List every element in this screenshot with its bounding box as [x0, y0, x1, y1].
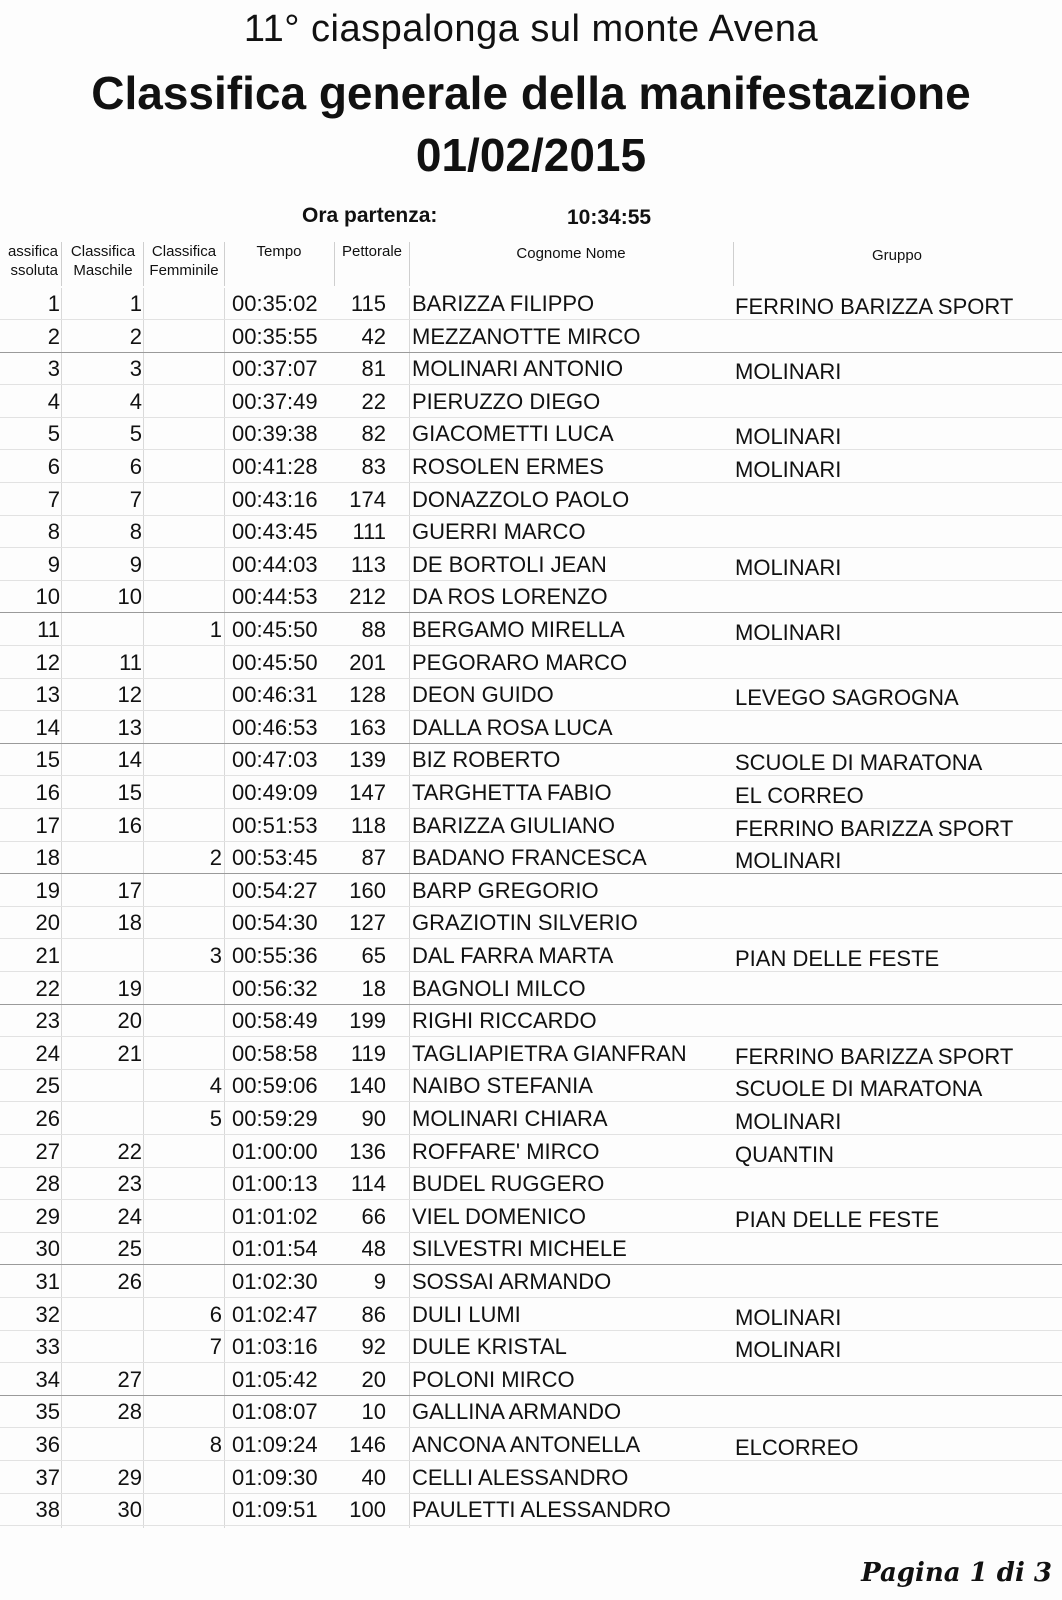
- finish-time: 00:41:28: [232, 454, 318, 479]
- rank-absolute: 10: [35, 584, 60, 610]
- rank-absolute: 30: [35, 1236, 60, 1262]
- rank-male: 25: [117, 1236, 142, 1262]
- header-pett: Pettorale: [341, 243, 403, 260]
- athlete-name: POLONI MIRCO: [412, 1366, 575, 1392]
- athlete-name: GRAZIOTIN SILVERIO: [412, 910, 638, 936]
- bib-number: 18: [361, 975, 386, 1001]
- rank-absolute: 2: [47, 323, 60, 349]
- table-row: [0, 744, 1062, 776]
- table-row: [0, 451, 1062, 483]
- table-row: [0, 581, 1062, 613]
- table-row: [0, 1005, 1062, 1037]
- bib-number: 128: [349, 682, 386, 708]
- page-number: Pagina 1 di 3: [861, 1558, 1052, 1588]
- table-row: [0, 353, 1062, 385]
- rank-absolute: 24: [35, 1040, 60, 1066]
- table-row: [0, 1038, 1062, 1070]
- bib-number: 83: [361, 454, 386, 479]
- bib-number: 10: [361, 1399, 386, 1425]
- rank-absolute: 26: [35, 1106, 60, 1131]
- team-name: FERRINO BARIZZA SPORT: [735, 815, 1014, 841]
- rank-male: 28: [117, 1399, 142, 1425]
- finish-time: 00:54:27: [232, 877, 318, 903]
- rank-male: 21: [117, 1040, 142, 1066]
- rank-male: 14: [117, 747, 142, 773]
- bib-number: 115: [350, 291, 386, 316]
- rank-male: 5: [129, 421, 142, 447]
- bib-number: 147: [349, 780, 386, 805]
- table-row: [0, 1266, 1062, 1298]
- athlete-name: DA ROS LORENZO: [412, 584, 608, 610]
- header-abs-line1: assifica: [7, 243, 58, 260]
- athlete-name: DEON GUIDO: [412, 682, 554, 708]
- bib-number: 139: [349, 747, 386, 773]
- finish-time: 01:03:16: [232, 1334, 318, 1360]
- team-name: MOLINARI: [735, 1304, 842, 1330]
- athlete-name: PAULETTI ALESSANDRO: [412, 1497, 671, 1523]
- finish-time: 01:01:02: [232, 1203, 318, 1229]
- bib-number: 88: [361, 617, 386, 642]
- athlete-name: VIEL DOMENICO: [412, 1203, 586, 1229]
- rank-absolute: 12: [35, 649, 60, 675]
- athlete-name: BIZ ROBERTO: [412, 747, 561, 773]
- team-name: PIAN DELLE FESTE: [735, 1206, 940, 1232]
- finish-time: 00:46:53: [232, 714, 318, 740]
- header-name: Cognome Nome: [516, 245, 626, 262]
- table-row: [0, 1103, 1062, 1135]
- row-divider: [0, 1525, 1062, 1526]
- rank-male: 23: [117, 1171, 142, 1197]
- table-row: [0, 875, 1062, 907]
- finish-time: 00:54:30: [232, 910, 318, 936]
- rank-female: 3: [209, 943, 222, 968]
- rank-absolute: 38: [35, 1497, 60, 1523]
- rank-male: 8: [129, 519, 142, 545]
- bib-number: 65: [361, 943, 386, 968]
- table-row: [0, 647, 1062, 679]
- athlete-name: BADANO FRANCESCA: [412, 845, 647, 871]
- finish-time: 00:35:02: [232, 291, 318, 316]
- rank-absolute: 19: [35, 877, 60, 903]
- bib-number: 86: [361, 1301, 386, 1327]
- rank-female: 1: [209, 617, 222, 642]
- athlete-name: GALLINA ARMANDO: [412, 1399, 622, 1425]
- rank-absolute: 22: [35, 975, 60, 1001]
- bib-number: 100: [349, 1497, 386, 1523]
- rank-male: 12: [117, 682, 142, 708]
- athlete-name: BUDEL RUGGERO: [412, 1171, 605, 1197]
- rank-absolute: 3: [47, 356, 60, 382]
- finish-time: 01:05:42: [232, 1366, 318, 1392]
- bib-number: 114: [350, 1171, 386, 1197]
- bib-number: 212: [349, 584, 386, 610]
- table-row: [0, 1494, 1062, 1526]
- team-name: MOLINARI: [735, 1109, 842, 1134]
- rank-male: 10: [117, 584, 142, 610]
- rank-absolute: 8: [47, 519, 60, 545]
- header-mas-line1: Classifica: [70, 243, 136, 260]
- team-name: QUANTIN: [735, 1141, 834, 1167]
- bib-number: 160: [349, 877, 386, 903]
- header-fem: [144, 242, 224, 288]
- table-row: [0, 1299, 1062, 1331]
- rank-male: 2: [129, 323, 142, 349]
- rank-absolute: 25: [35, 1073, 60, 1099]
- finish-time: 00:45:50: [232, 617, 318, 642]
- athlete-name: TARGHETTA FABIO: [412, 780, 612, 805]
- table-row: [0, 1462, 1062, 1494]
- finish-time: 00:51:53: [232, 812, 318, 838]
- table-row: [0, 940, 1062, 972]
- table-row: [0, 516, 1062, 548]
- rank-absolute: 37: [35, 1464, 60, 1490]
- rank-absolute: 17: [35, 812, 60, 838]
- table-row: [0, 418, 1062, 450]
- team-name: MOLINARI: [735, 620, 842, 645]
- finish-time: 00:59:06: [232, 1073, 318, 1099]
- rank-male: 6: [129, 454, 142, 479]
- table-row: [0, 386, 1062, 418]
- table-row: [0, 1201, 1062, 1233]
- finish-time: 00:43:45: [232, 519, 318, 545]
- bib-number: 140: [349, 1073, 386, 1099]
- table-row: [0, 1168, 1062, 1200]
- rank-absolute: 14: [35, 714, 60, 740]
- finish-time: 00:46:31: [232, 682, 318, 708]
- finish-time: 00:35:55: [232, 323, 318, 349]
- finish-time: 01:02:47: [232, 1301, 318, 1327]
- rank-male: 7: [129, 486, 142, 512]
- finish-time: 00:39:38: [232, 421, 318, 447]
- rank-male: 19: [117, 975, 142, 1001]
- bib-number: 127: [349, 910, 386, 936]
- rank-absolute: 1: [47, 291, 60, 316]
- rank-absolute: 16: [35, 780, 60, 805]
- header-fem-line1: Classifica: [151, 243, 217, 260]
- rank-absolute: 33: [35, 1334, 60, 1360]
- athlete-name: GIACOMETTI LUCA: [412, 421, 614, 447]
- athlete-name: DULE KRISTAL: [412, 1334, 567, 1360]
- rank-male: 4: [129, 388, 142, 414]
- rank-male: 16: [117, 812, 142, 838]
- athlete-name: DONAZZOLO PAOLO: [412, 486, 630, 512]
- table-row: [0, 712, 1062, 744]
- rank-male: 24: [117, 1203, 142, 1229]
- finish-time: 00:59:29: [232, 1106, 318, 1131]
- finish-time: 00:43:16: [232, 486, 318, 512]
- header-divider: [61, 242, 62, 286]
- athlete-name: TAGLIAPIETRA GIANFRAN: [412, 1040, 687, 1066]
- table-row: [0, 484, 1062, 516]
- rank-male: 15: [117, 780, 142, 805]
- rank-male: 18: [117, 910, 142, 936]
- rank-absolute: 29: [35, 1203, 60, 1229]
- header-group: Gruppo: [871, 247, 923, 264]
- title-ranking: Classifica generale della manifestazione: [91, 67, 971, 119]
- table-row: [0, 1331, 1062, 1363]
- finish-time: 01:08:07: [232, 1399, 318, 1425]
- finish-time: 01:09:30: [232, 1464, 318, 1490]
- bib-number: 174: [349, 486, 386, 512]
- athlete-name: DE BORTOLI JEAN: [412, 551, 607, 577]
- rank-female: 8: [209, 1432, 222, 1457]
- team-name: SCUOLE DI MARATONA: [735, 1076, 983, 1102]
- athlete-name: MOLINARI CHIARA: [412, 1106, 608, 1131]
- rank-female: 5: [209, 1106, 222, 1131]
- rank-female: 6: [209, 1301, 222, 1327]
- table-row: [0, 810, 1062, 842]
- finish-time: 01:09:51: [232, 1497, 318, 1523]
- team-name: MOLINARI: [735, 554, 842, 580]
- bib-number: 22: [361, 388, 386, 414]
- rank-male: 1: [129, 291, 142, 316]
- finish-time: 00:56:32: [232, 975, 318, 1001]
- bib-number: 42: [361, 323, 386, 349]
- rank-male: 20: [117, 1008, 142, 1034]
- rank-male: 13: [117, 714, 142, 740]
- athlete-name: ROSOLEN ERMES: [412, 454, 604, 479]
- table-row: [0, 842, 1062, 874]
- rank-male: 17: [117, 877, 142, 903]
- rank-absolute: 34: [35, 1366, 60, 1392]
- header-tempo: Tempo: [256, 243, 302, 260]
- bib-number: 48: [361, 1236, 386, 1262]
- header-abs: [0, 242, 58, 288]
- finish-time: 00:49:09: [232, 780, 318, 805]
- bib-number: 163: [349, 714, 386, 740]
- athlete-name: PEGORARO MARCO: [412, 649, 628, 675]
- athlete-name: ANCONA ANTONELLA: [412, 1432, 641, 1457]
- team-name: MOLINARI: [735, 424, 842, 450]
- rank-absolute: 13: [35, 682, 60, 708]
- rank-absolute: 20: [35, 910, 60, 936]
- athlete-name: DULI LUMI: [412, 1301, 521, 1327]
- finish-time: 00:45:50: [232, 649, 318, 675]
- bib-number: 199: [349, 1008, 386, 1034]
- team-name: SCUOLE DI MARATONA: [735, 750, 983, 776]
- bib-number: 113: [350, 551, 386, 577]
- start-time: 10:34:55: [567, 206, 652, 229]
- bib-number: 111: [352, 519, 386, 545]
- athlete-name: BARIZZA FILIPPO: [412, 291, 595, 316]
- rank-absolute: 31: [35, 1269, 60, 1294]
- finish-time: 01:00:13: [232, 1171, 318, 1197]
- athlete-name: SILVESTRI MICHELE: [412, 1236, 627, 1262]
- athlete-name: ROFFARE' MIRCO: [412, 1138, 600, 1164]
- athlete-name: MOLINARI ANTONIO: [412, 356, 624, 382]
- finish-time: 00:44:53: [232, 584, 318, 610]
- rank-absolute: 18: [35, 845, 60, 871]
- athlete-name: CELLI ALESSANDRO: [412, 1464, 629, 1490]
- team-name: MOLINARI: [735, 1337, 842, 1363]
- team-name: MOLINARI: [735, 359, 842, 385]
- finish-time: 00:58:49: [232, 1008, 318, 1034]
- finish-time: 00:44:03: [232, 551, 318, 577]
- team-name: FERRINO BARIZZA SPORT: [735, 1043, 1014, 1069]
- bib-number: 20: [361, 1366, 386, 1392]
- athlete-name: PIERUZZO DIEGO: [412, 388, 601, 414]
- rank-absolute: 6: [47, 454, 60, 479]
- finish-time: 00:55:36: [232, 943, 318, 968]
- team-name: LEVEGO SAGROGNA: [735, 685, 959, 711]
- table-row: [0, 1136, 1062, 1168]
- table-row: [0, 907, 1062, 939]
- bib-number: 90: [361, 1106, 386, 1131]
- rank-absolute: 9: [47, 551, 60, 577]
- table-row: [0, 679, 1062, 711]
- rank-absolute: 5: [47, 421, 60, 447]
- bib-number: 201: [349, 649, 386, 675]
- bib-number: 82: [361, 421, 386, 447]
- rank-absolute: 36: [35, 1432, 60, 1457]
- table-row: [0, 321, 1062, 353]
- finish-time: 00:58:58: [232, 1040, 318, 1066]
- rank-male: 30: [117, 1497, 142, 1523]
- rank-female: 2: [209, 845, 222, 871]
- rank-absolute: 21: [35, 943, 60, 968]
- athlete-name: DAL FARRA MARTA: [412, 943, 614, 968]
- header-mas-line2: Maschile: [73, 262, 133, 279]
- finish-time: 01:01:54: [232, 1236, 318, 1262]
- header-fem-line2: Femminile: [149, 262, 219, 279]
- rank-female: 7: [209, 1334, 222, 1360]
- rank-male: 3: [129, 356, 142, 382]
- title-event: 11° ciaspalonga sul monte Avena: [243, 8, 819, 50]
- finish-time: 01:09:24: [232, 1432, 318, 1457]
- rank-absolute: 35: [35, 1399, 60, 1425]
- table-row: [0, 1070, 1062, 1102]
- athlete-name: BARP GREGORIO: [412, 877, 599, 903]
- rank-male: 27: [117, 1366, 142, 1392]
- table-row: [0, 1396, 1062, 1428]
- table-row: [0, 614, 1062, 646]
- finish-time: 00:37:07: [232, 356, 318, 382]
- finish-time: 00:47:03: [232, 747, 318, 773]
- header-abs-line2: ssoluta: [10, 262, 58, 279]
- rank-male: 22: [117, 1138, 142, 1164]
- table-row: [0, 1429, 1062, 1461]
- team-name: FERRINO BARIZZA SPORT: [735, 294, 1014, 319]
- rank-absolute: 4: [47, 388, 60, 414]
- athlete-name: GUERRI MARCO: [412, 519, 586, 545]
- bib-number: 40: [361, 1464, 386, 1490]
- athlete-name: NAIBO STEFANIA: [412, 1073, 593, 1099]
- bib-number: 9: [373, 1269, 386, 1294]
- bib-number: 92: [361, 1334, 386, 1360]
- athlete-name: MEZZANOTTE MIRCO: [412, 323, 641, 349]
- team-name: ELCORREO: [735, 1435, 859, 1460]
- finish-time: 01:02:30: [232, 1269, 318, 1294]
- table-row: [0, 1233, 1062, 1265]
- table-row: [0, 777, 1062, 809]
- team-name: MOLINARI: [735, 848, 842, 874]
- table-row: [0, 549, 1062, 581]
- rank-male: 29: [117, 1464, 142, 1490]
- table-row: [0, 973, 1062, 1005]
- finish-time: 01:00:00: [232, 1138, 318, 1164]
- rank-absolute: 27: [35, 1138, 60, 1164]
- athlete-name: BARIZZA GIULIANO: [412, 812, 615, 838]
- team-name: EL CORREO: [735, 783, 864, 808]
- rank-absolute: 32: [35, 1301, 60, 1327]
- athlete-name: RIGHI RICCARDO: [412, 1008, 597, 1034]
- athlete-name: SOSSAI ARMANDO: [412, 1269, 612, 1294]
- rank-absolute: 23: [35, 1008, 60, 1034]
- rank-male: 26: [117, 1269, 142, 1294]
- table-row: [0, 288, 1062, 320]
- rank-male: 11: [119, 649, 142, 675]
- bib-number: 119: [350, 1040, 386, 1066]
- athlete-name: BERGAMO MIRELLA: [412, 617, 625, 642]
- team-name: MOLINARI: [735, 457, 842, 482]
- rank-male: 9: [129, 551, 142, 577]
- rank-absolute: 7: [47, 486, 60, 512]
- rank-absolute: 28: [35, 1171, 60, 1197]
- athlete-name: BAGNOLI MILCO: [412, 975, 586, 1001]
- title-date: 01/02/2015: [415, 129, 647, 181]
- rank-female: 4: [209, 1073, 222, 1099]
- bib-number: 81: [361, 356, 386, 382]
- bib-number: 118: [350, 812, 386, 838]
- finish-time: 00:53:45: [232, 845, 318, 871]
- bib-number: 136: [349, 1138, 386, 1164]
- rank-absolute: 11: [37, 617, 60, 642]
- bib-number: 66: [361, 1203, 386, 1229]
- finish-time: 00:37:49: [232, 388, 318, 414]
- table-row: [0, 1364, 1062, 1396]
- start-label: Ora partenza:: [302, 204, 438, 227]
- header-mas: [63, 242, 143, 288]
- athlete-name: DALLA ROSA LUCA: [412, 714, 613, 740]
- bib-number: 146: [349, 1432, 386, 1457]
- team-name: PIAN DELLE FESTE: [735, 946, 940, 971]
- bib-number: 87: [361, 845, 386, 871]
- rank-absolute: 15: [35, 747, 60, 773]
